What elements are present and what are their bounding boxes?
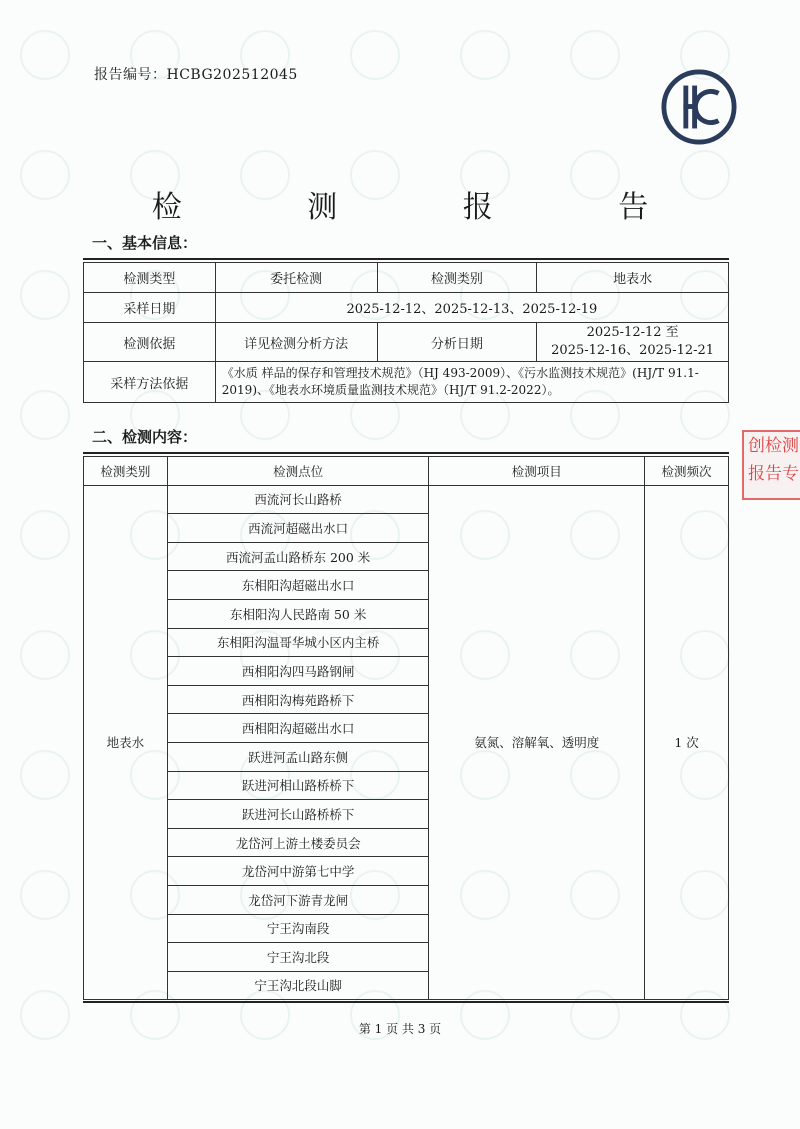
page-title: 检 测 报 告 — [151, 190, 707, 225]
analysis-date-line: 2025-12-12 至 — [586, 325, 679, 340]
monitoring-point-cell: 龙岱河中游第七中学 — [167, 857, 429, 886]
watermark-icon — [20, 630, 70, 680]
watermark-icon — [570, 30, 620, 80]
frequency-cell: 1 次 — [645, 485, 729, 1000]
table-row — [84, 485, 729, 514]
monitoring-point-cell: 西流河孟山路桥东 200 米 — [167, 542, 429, 571]
divider — [83, 452, 729, 454]
table-row — [84, 323, 729, 362]
company-logo-icon — [660, 68, 738, 146]
table-header-row — [84, 457, 729, 486]
watermark-icon — [20, 870, 70, 920]
column-header: 检测点位 — [167, 457, 429, 486]
report-number: 报告编号：HCBG202512045 — [94, 67, 298, 83]
label-cell: 检测类型 — [84, 263, 216, 293]
page-number: 第 1 页 共 3 页 — [358, 1022, 442, 1036]
analysis-date-line: 2025-12-16、2025-12-21 — [551, 343, 715, 358]
value-cell: 《水质 样品的保存和管理技术规范》（HJ 493-2009）、《污水监测技术规范》(HJ/T 91.1-2019)、《地表水环境质量监测技术规范》（HJ/T 91.2-2022）。 — [215, 362, 728, 403]
divider — [83, 258, 729, 260]
monitoring-point-cell: 宁王沟南段 — [167, 914, 429, 943]
monitoring-point-cell: 东相阳沟超磁出水口 — [167, 571, 429, 600]
watermark-icon — [20, 750, 70, 800]
watermark-icon — [20, 510, 70, 560]
section-content-heading: 二、检测内容： — [92, 428, 198, 446]
divider — [83, 1001, 729, 1003]
column-header: 检测类别 — [84, 457, 168, 486]
monitoring-point-cell: 西流河长山路桥 — [167, 485, 429, 514]
monitoring-point-cell: 龙岱河上游土楼委员会 — [167, 828, 429, 857]
section-basic-info-heading: 一、基本信息： — [92, 234, 198, 252]
watermark-icon — [460, 30, 510, 80]
monitoring-point-cell: 跃进河长山路桥桥下 — [167, 800, 429, 829]
column-header: 检测项目 — [429, 457, 645, 486]
category-cell: 地表水 — [84, 485, 168, 1000]
monitoring-point-cell: 西相阳沟四马路钢闸 — [167, 657, 429, 686]
monitoring-point-cell: 东相阳沟温哥华城小区内主桥 — [167, 628, 429, 657]
value-cell — [537, 323, 729, 362]
value-cell: 委托检测 — [215, 263, 377, 293]
table-row — [84, 293, 729, 323]
monitoring-point-cell: 西相阳沟超磁出水口 — [167, 714, 429, 743]
label-cell: 分析日期 — [377, 323, 537, 362]
monitoring-point-cell: 西相阳沟梅苑路桥下 — [167, 685, 429, 714]
value-cell: 详见检测分析方法 — [215, 323, 377, 362]
monitoring-point-cell: 东相阳沟人民路南 50 米 — [167, 599, 429, 628]
watermark-icon — [20, 30, 70, 80]
monitoring-point-cell: 跃进河孟山路东侧 — [167, 742, 429, 771]
stamp-text: 创检测 — [748, 436, 799, 456]
monitoring-point-cell: 西流河超磁出水口 — [167, 514, 429, 543]
watermark-icon — [20, 390, 70, 440]
monitoring-point-cell: 宁王沟北段 — [167, 943, 429, 972]
value-cell: 2025-12-12、2025-12-13、2025-12-19 — [215, 293, 728, 323]
content-table — [83, 456, 729, 1000]
table-row — [84, 263, 729, 293]
label-cell: 检测类别 — [377, 263, 537, 293]
test-items-cell: 氨氮、溶解氧、透明度 — [429, 485, 645, 1000]
label-cell: 检测依据 — [84, 323, 216, 362]
value-cell: 地表水 — [537, 263, 729, 293]
watermark-icon — [20, 270, 70, 320]
stamp-text: 报告专 — [748, 464, 799, 484]
monitoring-point-cell: 宁王沟北段山脚 — [167, 971, 429, 1000]
column-header: 检测频次 — [645, 457, 729, 486]
monitoring-point-cell: 跃进河相山路桥桥下 — [167, 771, 429, 800]
seal-stamp — [742, 430, 800, 500]
monitoring-point-cell: 龙岱河下游青龙闸 — [167, 885, 429, 914]
label-cell: 采样方法依据 — [84, 362, 216, 403]
table-row — [84, 362, 729, 403]
basic-info-table — [83, 262, 729, 403]
label-cell: 采样日期 — [84, 293, 216, 323]
watermark-icon — [350, 30, 400, 80]
